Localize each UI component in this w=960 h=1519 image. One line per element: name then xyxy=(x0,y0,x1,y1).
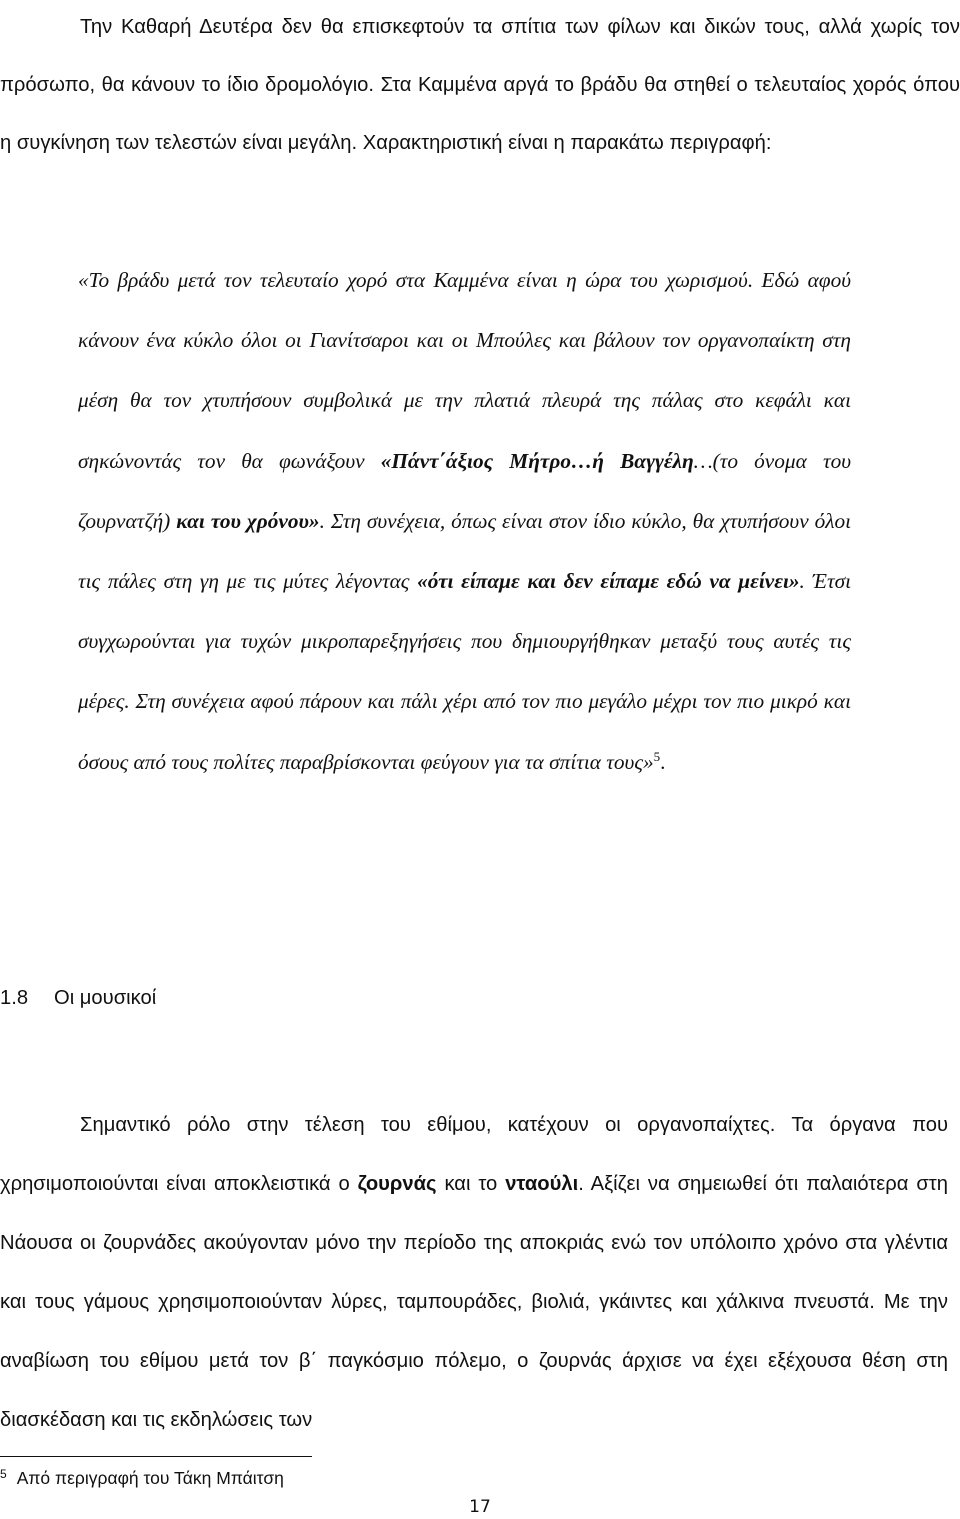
footnote-number: 5 xyxy=(0,1467,7,1481)
footnote-reference: 5 xyxy=(653,748,661,764)
paragraph-text: . Αξίζει να σημειωθεί ότι παλαιότερα στη Νάουσα οι ζουρνάδες ακούγονταν μόνο την περίοδο της αποκριάς ενώ τον υπόλοιπο χρόνο στα γλέντια και τους γάμους χρησιμοποιούνταν λύρες, ταμπουράδες, βιολιά, γκάιντες και χάλκινα πνευστά. Με την αναβίωση του εθίμου μετά τον β΄ παγκόσμιο πόλεμο, ο ζουρνάς άρχισε να έχει εξέχουσα θέση στη διασκέδαση και τις εκδηλώσεις των xyxy=(0,1173,949,1431)
body-paragraph-musicians xyxy=(0,1096,948,1450)
paragraph-text: και το xyxy=(436,1173,506,1195)
block-quote xyxy=(78,250,851,792)
quote-text: «Το βράδυ μετά τον τελευταίο χορό στα Καμμένα είναι η ώρα του χωρισμού. Εδώ αφού κάνουν ένα κύκλο όλοι οι Γιανίτσαροι και οι Μπούλες και βάλουν τον οργανοπαίκτη στη μέση θα τον χτυπήσουν συμβολικά με την πλατιά πλευρά της πάλας στο κεφάλι και σηκώνοντάς τον θα φωνάξουν xyxy=(78,268,851,473)
section-number: 1.8 xyxy=(0,987,29,1009)
quote-end: . xyxy=(660,749,666,774)
body-paragraph-intro: Την Καθαρή Δευτέρα δεν θα επισκεφτούν τα σπίτια των φίλων και δικών τους, αλλά χωρίς τον πρόσωπο, θα κάνουν το ίδιο δρομολόγιο. Στα Καμμένα αργά το βράδυ θα στηθεί ο τελευταίος χορός όπου η συγκίνηση των τελεστών είναι μεγάλη. Χαρακτηριστική είναι η παρακάτω περιγραφή: xyxy=(0,16,960,154)
quote-bold-exclamation: «Πάντ΄άξιος Μήτρο…ή Βαγγέλη xyxy=(380,448,694,473)
section-title: Οι μουσικοί xyxy=(54,987,157,1009)
footnote-text: Από περιγραφή του Τάκη Μπάιτση xyxy=(16,1468,284,1488)
quote-bold-wish: και του χρόνου» xyxy=(176,508,320,533)
quote-bold-saying: «ότι είπαμε και δεν είπαμε εδώ να μείνει» xyxy=(417,569,800,594)
quote-text: . Στη συνέχεια, όπως είναι στον ίδιο κύκλο, θα χτυπήσουν όλοι τις πάλες στη γη με τις μύτες λέγοντας xyxy=(78,508,852,594)
paragraph-text: Σημαντικό ρόλο στην τέλεση του εθίμου, κατέχουν οι οργανοπαίχτες. Τα όργανα που χρησιμοποιούνται είναι αποκλειστικά ο xyxy=(0,1114,948,1195)
section-heading xyxy=(0,980,156,1016)
footnote xyxy=(0,1464,284,1492)
footnote-separator xyxy=(0,1456,312,1457)
bold-term-daouli: νταούλι xyxy=(505,1173,579,1195)
bold-term-zournas: ζουρνάς xyxy=(357,1173,437,1195)
page-number: 17 xyxy=(469,1497,491,1517)
quote-text: …(το όνομα του ζουρνατζή) xyxy=(78,448,851,533)
quote-text: . Έτσι συγχωρούνται για τυχών μικροπαρεξηγήσεις που δημιουργήθηκαν μεταξύ τους αυτές τις μέρες. Στη συνέχεια αφού πάρουν και πάλι χέρι από τον πιο μεγάλο μέχρι τον πιο μικρό και όσους από τους πολίτες παραβρίσκονται φεύγουν για τα σπίτια τους» xyxy=(78,569,851,774)
